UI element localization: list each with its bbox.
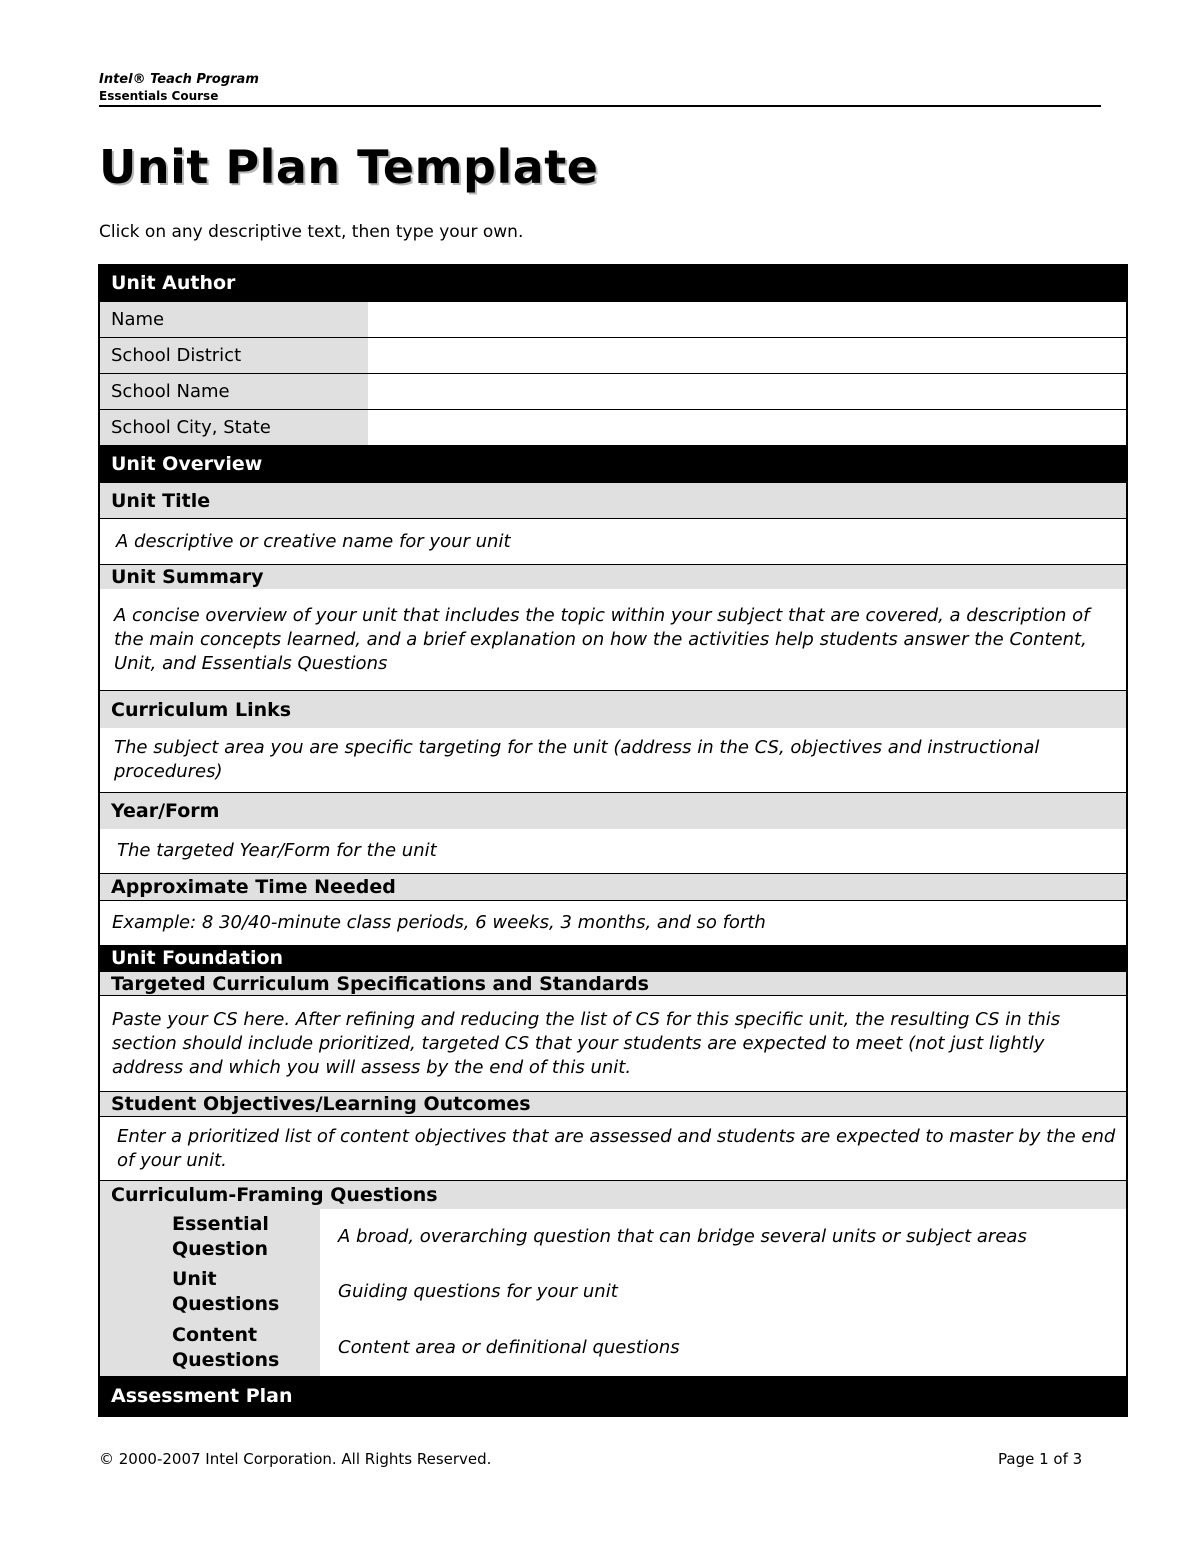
essential-question-field[interactable]: A broad, overarching question that can bridge several units or subject areas — [338, 1226, 1027, 1247]
question-label: Essential Question — [100, 1209, 320, 1264]
cfq-label: Curriculum-Framing Questions — [100, 1181, 1126, 1209]
unit-questions-field[interactable]: Guiding questions for your unit — [338, 1281, 618, 1302]
author-row-school — [100, 374, 1126, 410]
page-number: Page 1 of 3 — [998, 1450, 1083, 1468]
content-questions-row — [100, 1319, 1126, 1377]
section-heading: Unit Author — [111, 271, 236, 294]
section-heading: Assessment Plan — [111, 1385, 293, 1407]
school-name-field[interactable] — [368, 374, 1126, 409]
standards-label: Targeted Curriculum Specifications and Standards — [100, 971, 1126, 996]
section-assessment-plan — [100, 1377, 1126, 1415]
school-city-state-field[interactable] — [368, 410, 1126, 445]
field-label: Name — [100, 302, 368, 337]
time-needed-field[interactable]: Example: 8 30/40-minute class periods, 6 weeks, 3 months, and so forth — [112, 912, 766, 933]
unit-title-field[interactable]: A descriptive or creative name for your unit — [100, 519, 1126, 565]
objectives-field[interactable]: Enter a prioritized list of content objectives that are assessed and students are expected to master by the end of your unit. — [100, 1117, 1126, 1181]
author-row-city — [100, 410, 1126, 446]
objectives-label: Student Objectives/Learning Outcomes — [100, 1092, 1126, 1117]
copyright-text: © 2000-2007 Intel Corporation. All Rights Reserved. — [99, 1450, 492, 1468]
question-label: Unit Questions — [100, 1264, 320, 1319]
year-form-label: Year/Form — [100, 793, 1126, 829]
field-label: School City, State — [100, 410, 368, 445]
unit-questions-row — [100, 1264, 1126, 1319]
section-unit-foundation — [100, 945, 1126, 971]
curriculum-links-label: Curriculum Links — [100, 691, 1126, 728]
section-heading: Unit Foundation — [111, 947, 284, 969]
name-field[interactable] — [368, 302, 1126, 337]
essential-question-row — [100, 1209, 1126, 1264]
running-header — [99, 71, 1101, 107]
section-unit-author — [100, 264, 1126, 302]
section-unit-overview — [100, 446, 1126, 483]
time-needed-label: Approximate Time Needed — [100, 874, 1126, 901]
unit-summary-label: Unit Summary — [100, 565, 1126, 589]
course-name: Essentials Course — [99, 89, 219, 103]
school-district-field[interactable] — [368, 338, 1126, 373]
year-form-field[interactable]: The targeted Year/Form for the unit — [100, 829, 1126, 874]
author-row-name — [100, 302, 1126, 338]
author-row-district — [100, 338, 1126, 374]
instruction-text: Click on any descriptive text, then type your own. — [99, 222, 524, 242]
field-label: School Name — [100, 374, 368, 409]
standards-field[interactable]: Paste your CS here. After refining and reducing the list of CS for this specific unit, the resulting CS in this section should include prioritized, targeted CS that your students are expected to meet (not just lightly address and which you will assess by the end of this unit. — [100, 996, 1126, 1092]
curriculum-links-field[interactable]: The subject area you are specific targeting for the unit (address in the CS, objectives and instructional procedures) — [100, 728, 1126, 793]
unit-summary-field[interactable]: A concise overview of your unit that includes the topic within your subject that are covered, a description of the main concepts learned, and a brief explanation on how the activities help students answer the Content, Unit, and Essentials Questions — [100, 589, 1126, 691]
page-title: Unit Plan Template — [99, 140, 599, 194]
unit-title-label: Unit Title — [100, 483, 1126, 519]
section-heading: Unit Overview — [111, 453, 263, 475]
question-label: Content Questions — [100, 1319, 320, 1376]
program-name: Intel® Teach Program — [99, 72, 259, 87]
field-label: School District — [100, 338, 368, 373]
unit-plan-table — [98, 264, 1128, 1417]
content-questions-field[interactable]: Content area or definitional questions — [338, 1337, 680, 1358]
